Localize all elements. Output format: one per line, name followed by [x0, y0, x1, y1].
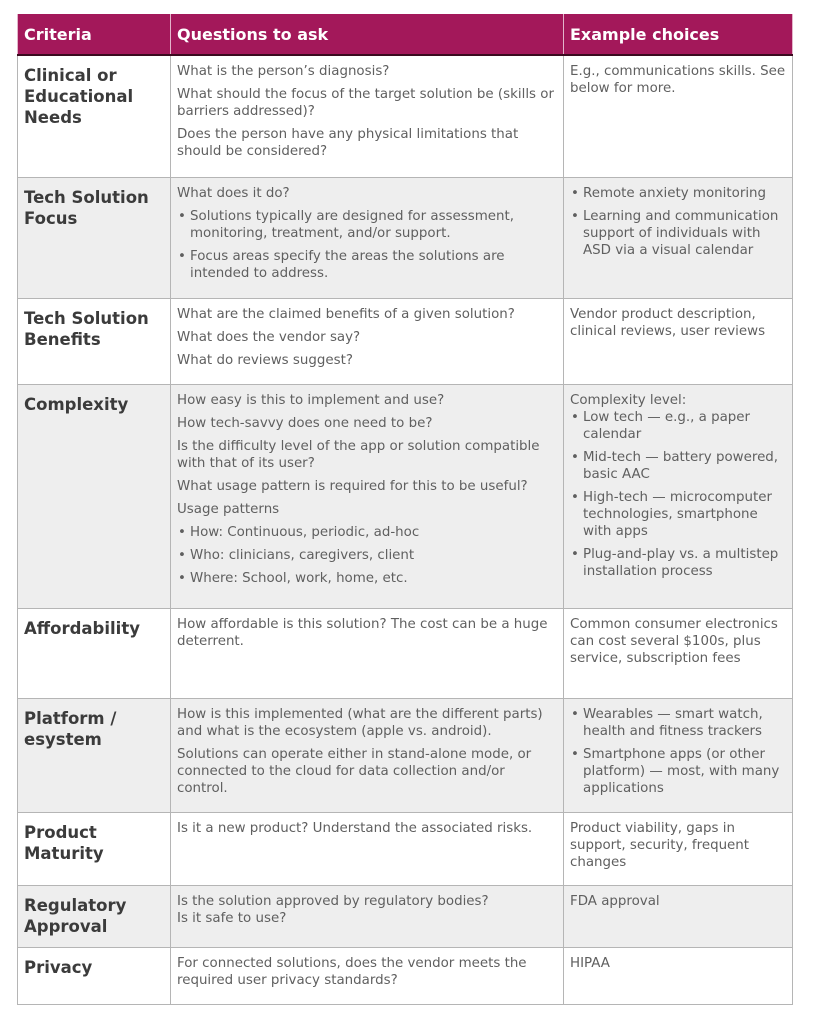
- table-row: [18, 885, 793, 947]
- table-row: [18, 298, 793, 384]
- examples-cell: [564, 608, 793, 698]
- criteria-cell: Tech Solution Focus: [18, 177, 171, 298]
- paragraph: Is the difficulty level of the app or solution compatible with that of its user?: [177, 438, 540, 471]
- examples-cell: [564, 885, 793, 947]
- header-examples: Example choices: [564, 14, 793, 55]
- bullet-item: • Learning and communication support of individuals with ASD via a visual calendar: [570, 208, 786, 259]
- paragraph: What does it do?: [177, 185, 290, 201]
- bullet-item: • High-tech — microcomputer technologies, smartphone with apps: [570, 489, 786, 540]
- criteria-cell: Clinical or Educational Needs: [18, 55, 171, 177]
- criteria-cell: Product Maturity: [18, 812, 171, 885]
- bullet-item: • Who: clinicians, caregivers, client: [177, 547, 557, 564]
- table-row: [18, 177, 793, 298]
- criteria-cell: Complexity: [18, 384, 171, 608]
- examples-cell: [564, 947, 793, 1004]
- bullet-item: • Mid-tech — battery powered, basic AAC: [570, 449, 786, 483]
- header-questions: Questions to ask: [171, 14, 564, 55]
- examples-cell: [564, 384, 793, 608]
- questions-cell: [171, 608, 564, 698]
- table-body: [18, 55, 793, 1004]
- paragraph: How affordable is this solution? The cost can be a huge deterrent.: [177, 616, 548, 649]
- table-row: [18, 812, 793, 885]
- questions-cell: [171, 698, 564, 812]
- table-row: [18, 947, 793, 1004]
- paragraph: What usage pattern is required for this to be useful?: [177, 478, 528, 494]
- paragraph: Is the solution approved by regulatory bodies?: [177, 893, 489, 909]
- table-row: [18, 384, 793, 608]
- questions-cell: [171, 298, 564, 384]
- criteria-cell: Affordability: [18, 608, 171, 698]
- bullet-item: • Where: School, work, home, etc.: [177, 570, 557, 587]
- table-row: [18, 55, 793, 177]
- examples-cell: [564, 55, 793, 177]
- bullet-item: • Plug-and-play vs. a multistep installation process: [570, 546, 786, 580]
- criteria-cell: Platform / esystem: [18, 698, 171, 812]
- paragraph: HIPAA: [570, 955, 610, 971]
- examples-cell: [564, 812, 793, 885]
- questions-cell: [171, 947, 564, 1004]
- bullet-item: • Wearables — smart watch, health and fitness trackers: [570, 706, 786, 740]
- criteria-cell: Privacy: [18, 947, 171, 1004]
- table-header: [18, 14, 793, 55]
- paragraph: How tech-savvy does one need to be?: [177, 415, 433, 431]
- header-row: [18, 14, 793, 55]
- bullet-item: • Low tech — e.g., a paper calendar: [570, 409, 786, 443]
- bullet-item: • Remote anxiety monitoring: [570, 185, 786, 202]
- examples-cell: [564, 177, 793, 298]
- paragraph: For connected solutions, does the vendor meets the required user privacy standards?: [177, 955, 527, 988]
- questions-cell: [171, 55, 564, 177]
- paragraph: FDA approval: [570, 893, 660, 909]
- paragraph: What is the person’s diagnosis?: [177, 64, 390, 79]
- paragraph: Product viability, gaps in support, security, frequent changes: [570, 820, 750, 870]
- examples-cell: [564, 298, 793, 384]
- paragraph: What do reviews suggest?: [177, 352, 353, 368]
- paragraph: Vendor product description, clinical reviews, user reviews: [570, 306, 766, 339]
- questions-cell: [171, 812, 564, 885]
- table-row: [18, 608, 793, 698]
- paragraph: What does the vendor say?: [177, 329, 361, 345]
- paragraph: Usage patterns: [177, 501, 280, 517]
- paragraph: What should the focus of the target solution be (skills or barriers addressed)?: [177, 87, 554, 119]
- bullet-item: • Solutions typically are designed for assessment, monitoring, treatment, and/or support.: [177, 208, 557, 242]
- questions-cell: [171, 384, 564, 608]
- paragraph: Common consumer electronics can cost several $100s, plus service, subscription fees: [570, 616, 778, 666]
- questions-cell: [171, 885, 564, 947]
- bullet-item: • Smartphone apps (or other platform) — most, with many applications: [570, 746, 786, 797]
- header-criteria: Criteria: [18, 14, 171, 55]
- criteria-cell: Regulatory Approval: [18, 885, 171, 947]
- examples-cell: [564, 698, 793, 812]
- paragraph: Does the person have any physical limitations that should be considered?: [177, 127, 519, 159]
- paragraph: Complexity level:: [570, 392, 687, 408]
- paragraph: Solutions can operate either in stand-alone mode, or connected to the cloud for data collection and/or control.: [177, 746, 532, 796]
- bullet-item: • Focus areas specify the areas the solutions are intended to address.: [177, 248, 557, 282]
- paragraph: How is this implemented (what are the different parts) and what is the ecosystem (apple vs. android).: [177, 706, 543, 739]
- paragraph: How easy is this to implement and use?: [177, 392, 445, 408]
- criteria-table: [17, 14, 793, 1005]
- bullet-item: • How: Continuous, periodic, ad-hoc: [177, 524, 557, 541]
- paragraph: E.g., communications skills. See below for more.: [570, 64, 786, 96]
- paragraph: What are the claimed benefits of a given solution?: [177, 306, 515, 322]
- paragraph: Is it safe to use?: [177, 910, 287, 926]
- table-row: [18, 698, 793, 812]
- criteria-cell: Tech Solution Benefits: [18, 298, 171, 384]
- questions-cell: [171, 177, 564, 298]
- paragraph: Is it a new product? Understand the associated risks.: [177, 820, 533, 836]
